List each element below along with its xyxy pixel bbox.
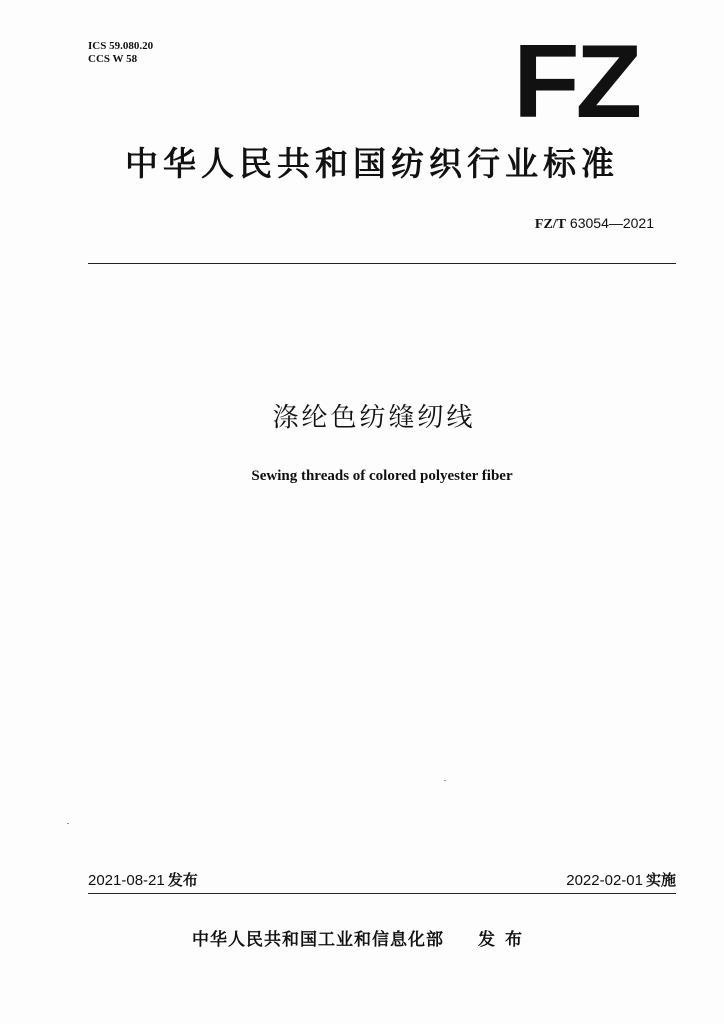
ics-code: ICS 59.080.20 bbox=[88, 40, 154, 52]
publisher-action: 发布 bbox=[478, 930, 532, 950]
scan-speck bbox=[67, 823, 69, 824]
standard-number-prefix: FZ/T bbox=[534, 217, 567, 232]
top-divider bbox=[88, 263, 676, 264]
ccs-code: CCS W 58 bbox=[88, 53, 138, 65]
publisher-line bbox=[0, 928, 724, 952]
effective-date-value: 2022-02-01 bbox=[566, 872, 643, 889]
fz-logo: FZ bbox=[512, 24, 638, 140]
bottom-divider bbox=[88, 893, 676, 894]
issue-date-value: 2021-08-21 bbox=[88, 872, 165, 889]
issue-date-label: 发布 bbox=[167, 871, 198, 889]
effective-date bbox=[566, 870, 676, 891]
issue-date bbox=[88, 870, 198, 891]
standard-number bbox=[535, 214, 654, 234]
effective-date-label: 实施 bbox=[645, 871, 676, 889]
standard-category-title: 中华人民共和国纺织行业标准 bbox=[125, 144, 619, 183]
document-title-english: Sewing threads of colored polyester fiber bbox=[251, 468, 513, 484]
standard-number-value: 63054—2021 bbox=[569, 215, 654, 231]
classification-codes bbox=[88, 40, 153, 66]
publisher-name: 中华人民共和国工业和信息化部 bbox=[192, 930, 444, 950]
document-title-chinese: 涤纶色纺缝纫线 bbox=[272, 403, 476, 433]
scan-speck bbox=[444, 780, 446, 781]
